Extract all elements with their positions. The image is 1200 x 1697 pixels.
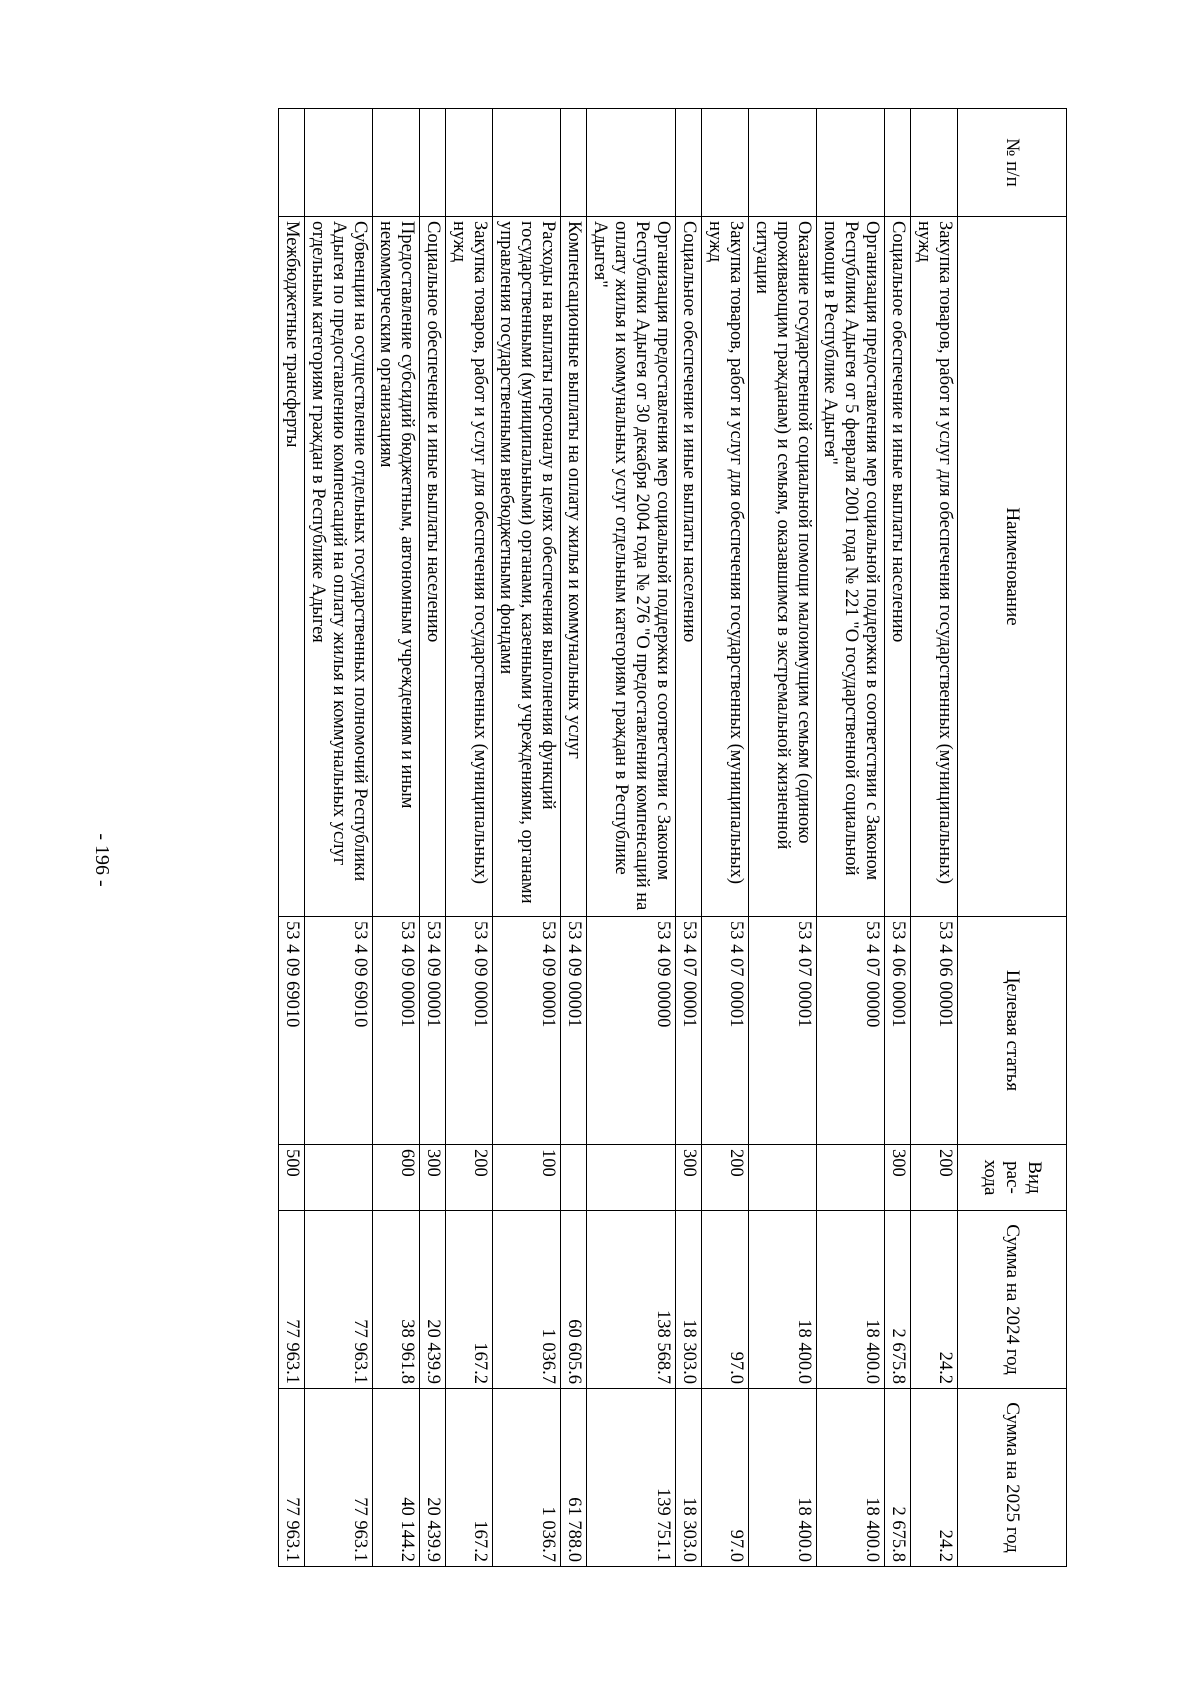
table-row bbox=[305, 109, 373, 1567]
cell-name: Субвенции на осуществление отдельных государственных полномочий Республики Адыгея по предоставлению компенсаций на оплату жилья и коммунальных услуг отдельным категориям граждан в Республике Адыгея bbox=[305, 217, 373, 917]
cell-name: Социальное обеспечение и иные выплаты населению bbox=[885, 217, 911, 917]
cell-num bbox=[446, 109, 493, 217]
header-name: Наименование bbox=[958, 217, 1067, 917]
cell-code: 53 4 07 00001 bbox=[749, 917, 817, 1145]
table-row bbox=[885, 109, 911, 1567]
cell-sum2024: 97.0 bbox=[702, 1211, 749, 1389]
cell-code: 53 4 09 00001 bbox=[373, 917, 420, 1145]
cell-num bbox=[373, 109, 420, 217]
cell-sum2025: 18 303.0 bbox=[676, 1389, 702, 1567]
budget-table bbox=[278, 108, 1067, 1567]
cell-kind: 200 bbox=[911, 1145, 958, 1211]
cell-sum2025: 24.2 bbox=[911, 1389, 958, 1567]
cell-sum2024: 77 963.1 bbox=[305, 1211, 373, 1389]
cell-code: 53 4 07 00000 bbox=[817, 917, 885, 1145]
cell-name: Социальное обеспечение и иные выплаты населению bbox=[420, 217, 446, 917]
cell-sum2025: 1 036.7 bbox=[493, 1389, 561, 1567]
cell-sum2024: 138 568.7 bbox=[587, 1211, 676, 1389]
table-row bbox=[420, 109, 446, 1567]
cell-sum2025: 18 400.0 bbox=[817, 1389, 885, 1567]
cell-code: 53 4 09 69010 bbox=[305, 917, 373, 1145]
table-body bbox=[279, 109, 958, 1567]
page-number: - 196 - bbox=[91, 833, 113, 887]
cell-num bbox=[702, 109, 749, 217]
cell-name: Компенсационные выплаты на оплату жилья и коммунальных услуг bbox=[561, 217, 587, 917]
cell-sum2025: 40 144.2 bbox=[373, 1389, 420, 1567]
cell-kind: 100 bbox=[493, 1145, 561, 1211]
header-sum2025: Сумма на 2025 год bbox=[958, 1389, 1067, 1567]
cell-kind: 200 bbox=[446, 1145, 493, 1211]
cell-name: Закупка товаров, работ и услуг для обеспечения государственных (муниципальных) нужд bbox=[702, 217, 749, 917]
cell-num bbox=[279, 109, 305, 217]
cell-sum2024: 18 400.0 bbox=[749, 1211, 817, 1389]
cell-code: 53 4 06 00001 bbox=[911, 917, 958, 1145]
cell-sum2024: 60 605.6 bbox=[561, 1211, 587, 1389]
cell-sum2025: 2 675.8 bbox=[885, 1389, 911, 1567]
cell-num bbox=[493, 109, 561, 217]
table-row bbox=[676, 109, 702, 1567]
table-row bbox=[373, 109, 420, 1567]
cell-num bbox=[561, 109, 587, 217]
table-row bbox=[817, 109, 885, 1567]
cell-code: 53 4 09 00000 bbox=[587, 917, 676, 1145]
cell-kind bbox=[561, 1145, 587, 1211]
cell-sum2025: 167.2 bbox=[446, 1389, 493, 1567]
cell-name: Предоставление субсидий бюджетным, автономным учреждениям и иным некоммерческим организациям bbox=[373, 217, 420, 917]
cell-sum2025: 18 400.0 bbox=[749, 1389, 817, 1567]
cell-num bbox=[911, 109, 958, 217]
cell-sum2024: 20 439.9 bbox=[420, 1211, 446, 1389]
cell-num bbox=[420, 109, 446, 217]
table-row bbox=[749, 109, 817, 1567]
table-header-row bbox=[958, 109, 1067, 1567]
cell-name: Закупка товаров, работ и услуг для обеспечения государственных (муниципальных) нужд bbox=[446, 217, 493, 917]
cell-sum2025: 97.0 bbox=[702, 1389, 749, 1567]
header-kind: Вид рас- хода bbox=[958, 1145, 1067, 1211]
table-row bbox=[587, 109, 676, 1567]
header-code: Целевая статья bbox=[958, 917, 1067, 1145]
cell-num bbox=[305, 109, 373, 217]
cell-kind: 500 bbox=[279, 1145, 305, 1211]
cell-code: 53 4 06 00001 bbox=[885, 917, 911, 1145]
cell-num bbox=[587, 109, 676, 217]
cell-sum2025: 77 963.1 bbox=[279, 1389, 305, 1567]
table-row bbox=[279, 109, 305, 1567]
cell-sum2025: 77 963.1 bbox=[305, 1389, 373, 1567]
rotated-table-container bbox=[116, 108, 1067, 1566]
table-row bbox=[561, 109, 587, 1567]
cell-kind bbox=[749, 1145, 817, 1211]
cell-sum2024: 38 961.8 bbox=[373, 1211, 420, 1389]
cell-name: Межбюджетные трансферты bbox=[279, 217, 305, 917]
cell-code: 53 4 07 00001 bbox=[702, 917, 749, 1145]
cell-num bbox=[749, 109, 817, 217]
cell-code: 53 4 07 00001 bbox=[676, 917, 702, 1145]
cell-sum2024: 24.2 bbox=[911, 1211, 958, 1389]
cell-name: Закупка товаров, работ и услуг для обеспечения государственных (муниципальных) нужд bbox=[911, 217, 958, 917]
cell-code: 53 4 09 00001 bbox=[420, 917, 446, 1145]
cell-name: Организация предоставления мер социальной поддержки в соответствии с Законом Республики Адыгея от 5 февраля 2001 года № 221 "О государственной социальной помощи в Республике Адыгея" bbox=[817, 217, 885, 917]
cell-kind bbox=[817, 1145, 885, 1211]
cell-num bbox=[885, 109, 911, 217]
cell-kind: 300 bbox=[676, 1145, 702, 1211]
cell-kind: 600 bbox=[373, 1145, 420, 1211]
header-num: № п/п bbox=[958, 109, 1067, 217]
cell-num bbox=[676, 109, 702, 217]
cell-code: 53 4 09 00001 bbox=[561, 917, 587, 1145]
cell-sum2025: 20 439.9 bbox=[420, 1389, 446, 1567]
cell-kind: 200 bbox=[702, 1145, 749, 1211]
cell-name: Расходы на выплаты персоналу в целях обеспечения выполнения функций государственными (муниципальными) органами, казенными учреждениями, органами управления государственными внебюджетными фондами bbox=[493, 217, 561, 917]
cell-code: 53 4 09 69010 bbox=[279, 917, 305, 1145]
cell-sum2024: 2 675.8 bbox=[885, 1211, 911, 1389]
cell-sum2025: 61 788.0 bbox=[561, 1389, 587, 1567]
cell-name: Организация предоставления мер социальной поддержки в соответствии с Законом Республики Адыгея от 30 декабря 2004 года № 276 "О предоставлении компенсаций на оплату жилья и коммунальных услуг отдельным категориям граждан в Республике Адыгея" bbox=[587, 217, 676, 917]
header-sum2024: Сумма на 2024 год bbox=[958, 1211, 1067, 1389]
cell-sum2024: 1 036.7 bbox=[493, 1211, 561, 1389]
table-row bbox=[911, 109, 958, 1567]
cell-kind: 300 bbox=[885, 1145, 911, 1211]
cell-code: 53 4 09 00001 bbox=[493, 917, 561, 1145]
table-row bbox=[446, 109, 493, 1567]
cell-sum2024: 167.2 bbox=[446, 1211, 493, 1389]
cell-num bbox=[817, 109, 885, 217]
cell-sum2024: 18 400.0 bbox=[817, 1211, 885, 1389]
table-row bbox=[702, 109, 749, 1567]
cell-kind bbox=[587, 1145, 676, 1211]
table-row bbox=[493, 109, 561, 1567]
cell-kind: 300 bbox=[420, 1145, 446, 1211]
cell-sum2024: 77 963.1 bbox=[279, 1211, 305, 1389]
cell-name: Оказание государственной социальной помощи малоимущим семьям (одиноко проживающим гражданам) и семьям, оказавшимся в экстремальной жизненной ситуации bbox=[749, 217, 817, 917]
cell-name: Социальное обеспечение и иные выплаты населению bbox=[676, 217, 702, 917]
cell-sum2024: 18 303.0 bbox=[676, 1211, 702, 1389]
cell-kind bbox=[305, 1145, 373, 1211]
cell-code: 53 4 09 00001 bbox=[446, 917, 493, 1145]
cell-sum2025: 139 751.1 bbox=[587, 1389, 676, 1567]
